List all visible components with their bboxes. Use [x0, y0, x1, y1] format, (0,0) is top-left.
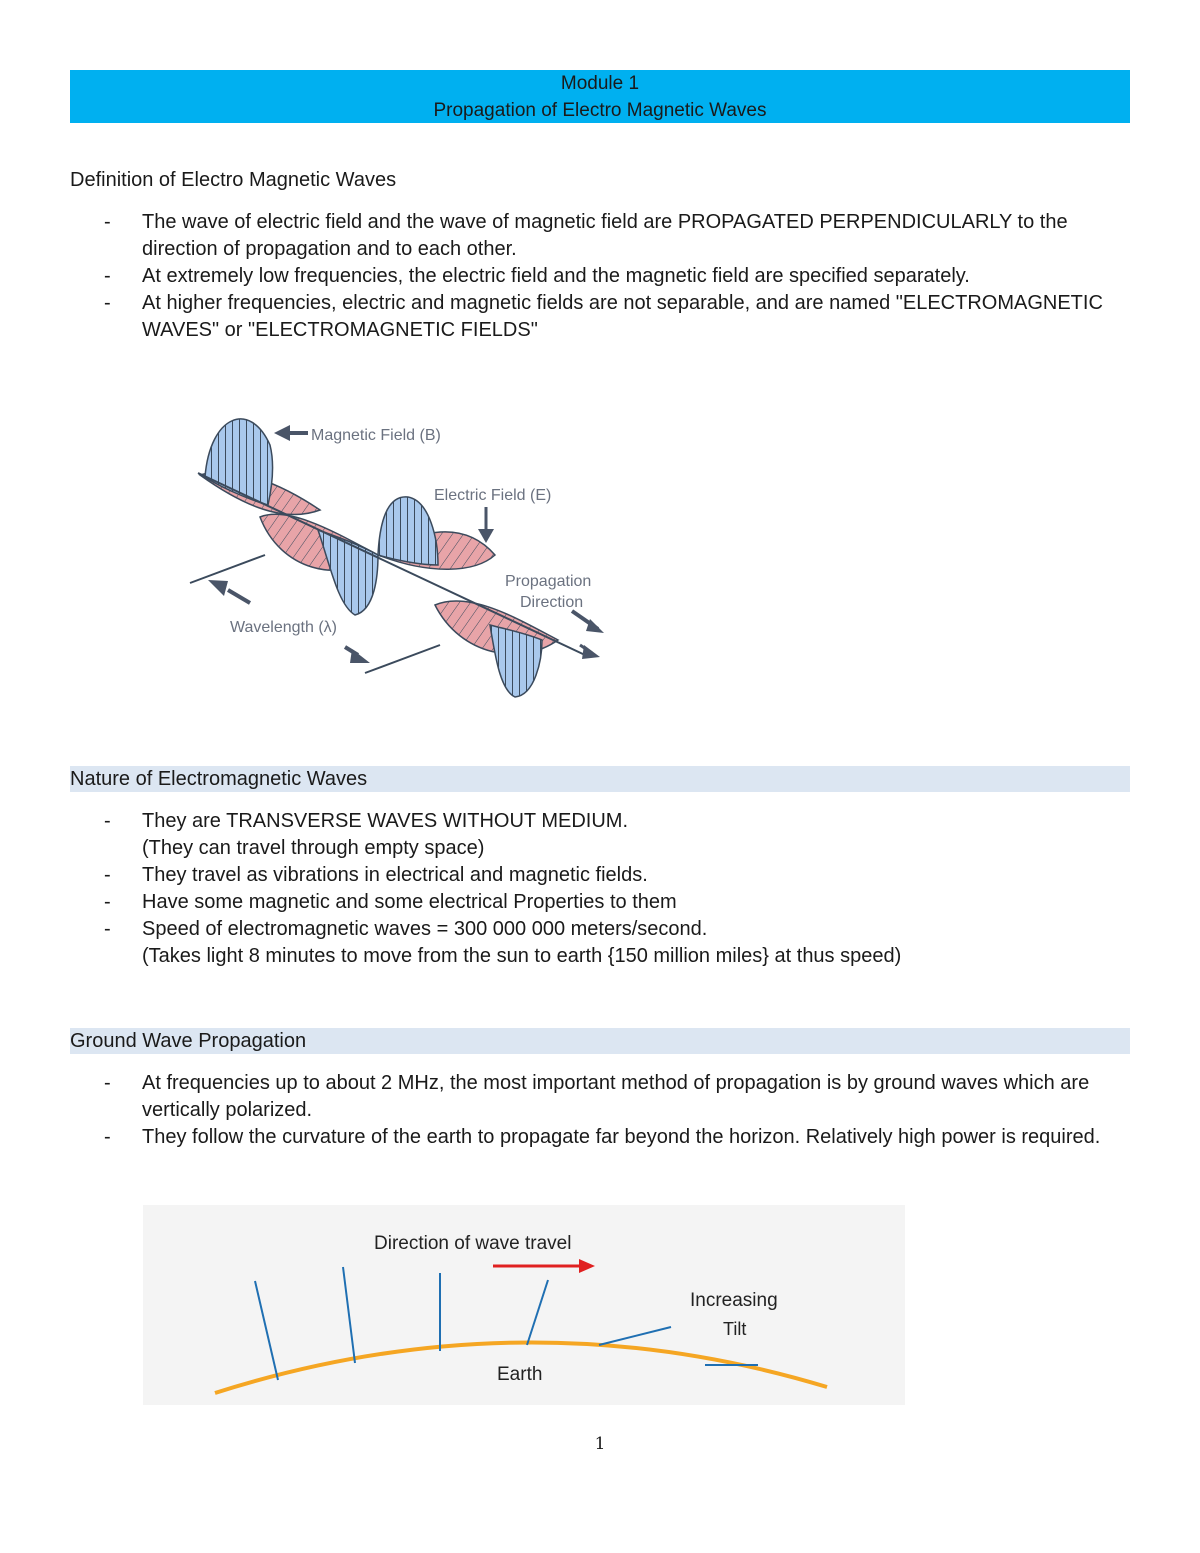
tilt-label: Tilt [723, 1319, 747, 1339]
definition-list [70, 209, 1130, 344]
module-title: Module 1 [560, 73, 640, 94]
increasing-label: Increasing [690, 1290, 778, 1311]
list-item: - They follow the curvature of the earth to propagate far beyond the horizon. Relatively high power is required. [70, 1124, 1130, 1151]
ground-wave-diagram [143, 1205, 905, 1405]
list-item: - They are TRANSVERSE WAVES WITHOUT MEDIUM. (They can travel through empty space) [70, 808, 1130, 862]
magnetic-field-label: Magnetic Field (B) [311, 427, 441, 444]
magnetic-lobe [378, 497, 438, 565]
ground-wave-list [70, 1070, 1130, 1151]
list-item: - At higher frequencies, electric and magnetic fields are not separable, and are named "ELECTROMAGNETIC WAVES" or "ELECTROMAGNETIC FIELDS" [70, 290, 1130, 344]
list-item: - At frequencies up to about 2 MHz, the most important method of propagation is by ground waves which are vertically polarized. [70, 1070, 1130, 1124]
section-heading-nature: Nature of Electromagnetic Waves [70, 766, 1130, 792]
wavelength-label: Wavelength (λ) [230, 619, 337, 636]
earth-label: Earth [497, 1364, 543, 1385]
propagation-label: Propagation [505, 573, 592, 590]
list-item: - They travel as vibrations in electrical and magnetic fields. [70, 862, 1130, 889]
direction-label: Direction of wave travel [374, 1233, 572, 1254]
section-heading-definition: Definition of Electro Magnetic Waves [70, 169, 397, 191]
list-item: - At extremely low frequencies, the electric field and the magnetic field are specified separately. [70, 263, 1130, 290]
em-wave-diagram [180, 405, 620, 705]
direction-label: Direction [520, 594, 584, 611]
list-item: - Speed of electromagnetic waves = 300 000 000 meters/second. (Takes light 8 minutes to move from the sun to earth {150 million miles} at thus speed) [70, 916, 1130, 970]
module-subtitle: Propagation of Electro Magnetic Waves [433, 100, 767, 121]
list-item: - The wave of electric field and the wave of magnetic field are PROPAGATED PERPENDICULARLY to the direction of propagation and to each other. [70, 209, 1130, 263]
nature-list [70, 808, 1130, 970]
title-banner [70, 70, 1130, 123]
electric-field-label: Electric Field (E) [434, 487, 552, 504]
page-number: 1 [594, 1434, 606, 1454]
list-item: - Have some magnetic and some electrical Properties to them [70, 889, 1130, 916]
section-heading-ground-wave: Ground Wave Propagation [70, 1028, 1130, 1054]
